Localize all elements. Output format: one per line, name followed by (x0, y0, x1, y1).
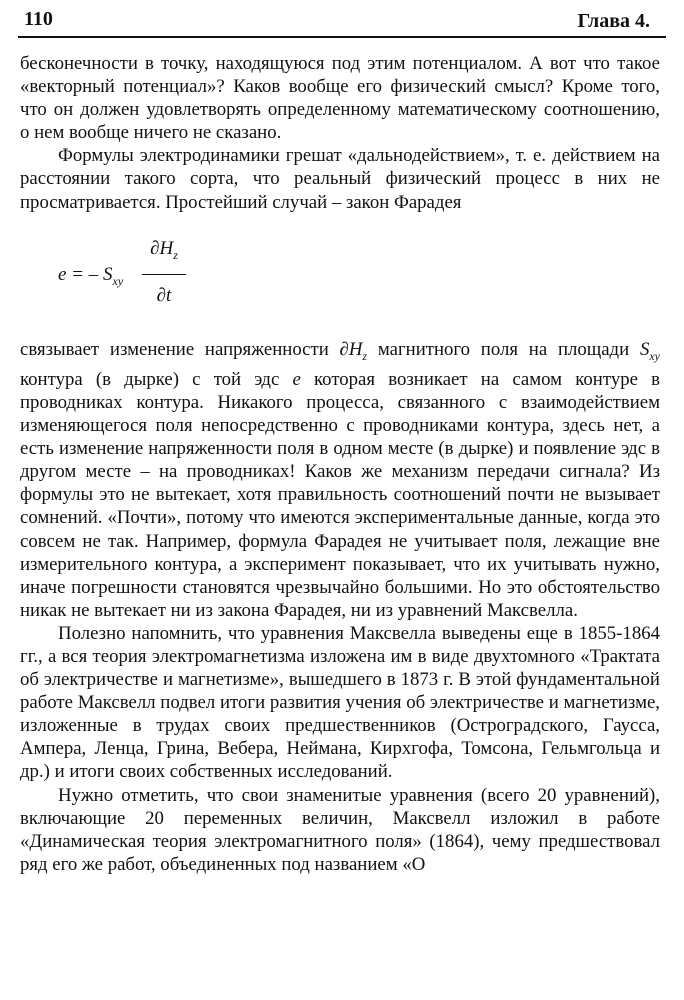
paragraph-5: Нужно отметить, что свои знаменитые уравнения (всего 20 уравнений), включающие 20 переменных величин, Максвелл изложил в работе «Динамическая теория электромагнитного поля» (1864), чему предшествовал ряд его же работ, объединенных под названием «О (20, 784, 660, 875)
formula-lhs-subscript: xy (112, 273, 124, 288)
p3-part-b: магнитного поля на площади (367, 339, 640, 360)
p3-dH (339, 339, 368, 363)
paragraph-1: бесконечности в точку, находящуюся под этим потенциалом. А вот что такое «векторный потенциал»? Каков вообще его физический смысл? Кроме того, что он должен удовлетворять определенному математическому соотношению, о нем вообще ничего не сказано. (20, 53, 660, 144)
formula-numerator-subscript: z (173, 247, 178, 262)
paragraph-3 (20, 338, 660, 622)
paragraph-2: Формулы электродинамики грешат «дальнодействием», т. е. действием на расстоянии такого сорта, что реальный физический процесс в них не просматривается. Простейший случай – закон Фарадея (20, 145, 660, 213)
faraday-formula (58, 238, 218, 318)
formula-fraction (142, 238, 186, 307)
chapter-title: Глава 4. (577, 10, 650, 32)
p3-part-a: связывает изменение напряженности (20, 339, 340, 360)
formula-lhs-text: e = – S (58, 264, 113, 285)
formula-denominator: ∂t (156, 285, 172, 306)
paragraph-4: Полезно напомнить, что уравнения Максвелла выведены еще в 1855-1864 гг., а вся теория электромагнетизма изложена им в виде двухтомного «Трактата об электричестве и магнетизме», вышедшего в 1873 г. В этой фундаментальной работе Максвелл подвел итоги развития учения об электричестве и магнетизме, изложенные в трудах своих предшественников (Остроградского, Гаусса, Ампера, Ленца, Грина, Вебера, Неймана, Кирхгофа, Томсона, Гельмгольца и др.) и итоги своих собственных исследований. (20, 622, 660, 783)
p3-dH-subscript: z (362, 348, 368, 363)
fraction-bar (142, 274, 186, 275)
page-header (18, 6, 666, 38)
p3-e: e (292, 368, 301, 390)
formula-lhs (58, 264, 123, 289)
p3-dH-text: ∂H (339, 339, 363, 360)
page-number: 110 (24, 8, 53, 30)
text-block-bottom (20, 338, 660, 876)
p3-S-text: S (639, 339, 650, 360)
formula-numerator (142, 238, 186, 264)
p3-part-d: которая возникает на самом контуре в проводниках контура. Никакого процесса, связанного с взаимодействием изменяющегося поля непосредственно с проводниками контура, здесь нет, а есть изменение напряженности поля в одном месте (в дырке) и появление эдс в другом месте – на проводниках! Каков же механизм передачи сигнала? Из формулы это не вытекает, хотя правильность соотношений почти не вызывает сомнений. «Почти», потому что имеются экспериментальные данные, когда это совсем не так. Например, формула Фарадея не учитывает поля, лежащие вне измерительного контура, а эксперимент показывает, что их учитывать нужно, иначе погрешности становятся чрезвычайно большими. Но это обстоятельство никак не вытекает ни из закона Фарадея, ни из уравнений Максвелла. (20, 368, 660, 621)
p3-S-subscript: xy (649, 348, 660, 363)
formula-numerator-text: ∂H (150, 238, 174, 259)
text-block-top (20, 52, 660, 214)
p3-part-c: контура (в дырке) с той эдс (20, 368, 293, 390)
p3-S (639, 339, 660, 363)
